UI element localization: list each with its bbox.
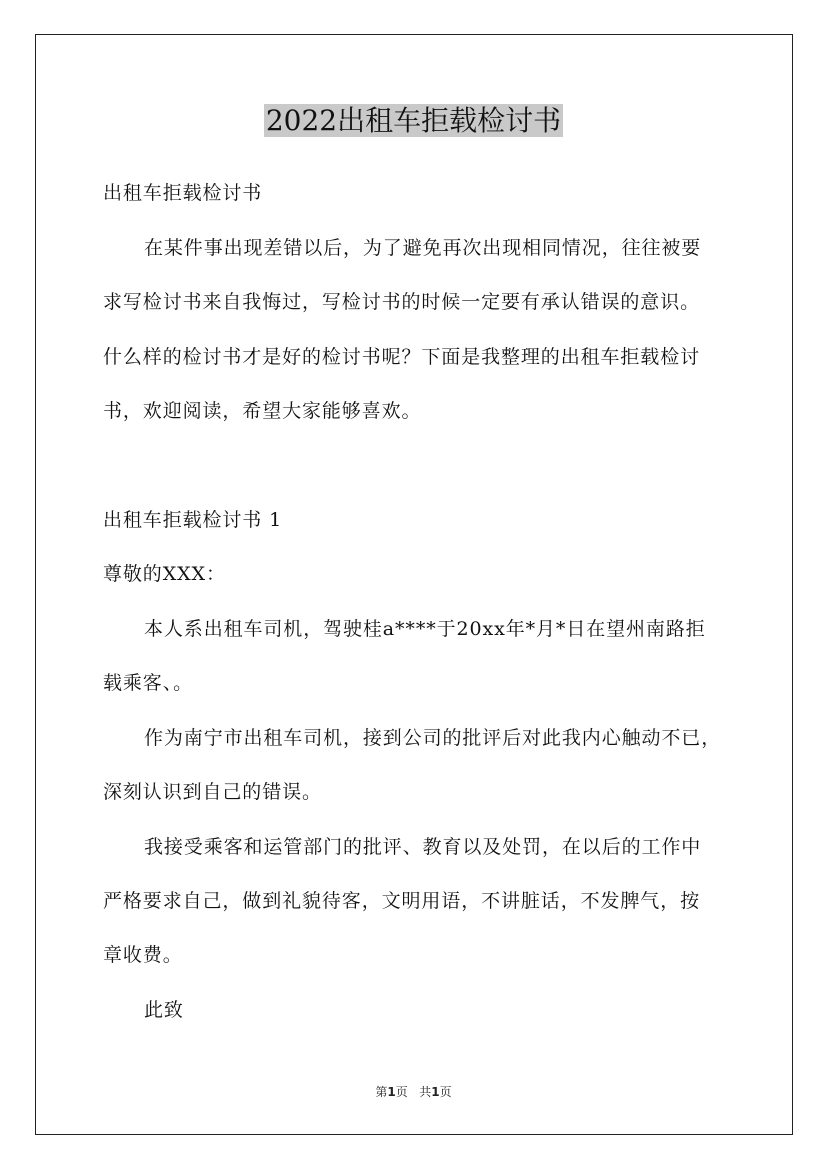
paragraph-line: 在某件事出现差错以后，为了避免再次出现相同情况，往往被要: [144, 237, 702, 259]
paragraph-line: 本人系出租车司机，驾驶桂a****于20xx年*月*日在望州南路拒: [144, 618, 706, 640]
paragraph-line: 严格要求自己，做到礼貌待客，文明用语，不讲脏话，不发脾气，按: [103, 890, 701, 912]
paragraph-line: 章收费。: [103, 944, 183, 966]
total-suffix: 页: [439, 1085, 452, 1099]
salutation: 尊敬的XXX：: [103, 563, 226, 585]
document-title: [0, 101, 827, 141]
page-footer: [0, 1084, 827, 1100]
section-heading: 出租车拒载检讨书 1: [103, 509, 283, 531]
total-prefix: 共: [419, 1085, 432, 1099]
closing-line: 此致: [144, 999, 184, 1021]
section-heading: 出租车拒载检讨书: [103, 182, 263, 204]
paragraph-line: 作为南宁市出租车司机，接到公司的批评后对此我内心触动不已，: [144, 727, 722, 749]
page-number: 1: [387, 1085, 396, 1099]
paragraph-line: 什么样的检讨书才是好的检讨书呢？下面是我整理的出租车拒载检讨: [103, 346, 701, 368]
document-title-text: 2022出租车拒载检讨书: [265, 104, 562, 137]
paragraph-line: 深刻认识到自己的错误。: [103, 781, 322, 803]
total-pages: 1: [431, 1085, 440, 1099]
paragraph-line: 书，欢迎阅读，希望大家能够喜欢。: [103, 400, 422, 422]
page-label-prefix: 第: [375, 1085, 388, 1099]
paragraph-line: 我接受乘客和运管部门的批评、教育以及处罚，在以后的工作中: [144, 836, 702, 858]
paragraph-line: 载乘客、。: [103, 672, 194, 694]
page-label-suffix: 页: [395, 1085, 408, 1099]
paragraph-line: 求写检讨书来自我悔过，写检讨书的时候一定要有承认错误的意识。: [103, 291, 701, 313]
